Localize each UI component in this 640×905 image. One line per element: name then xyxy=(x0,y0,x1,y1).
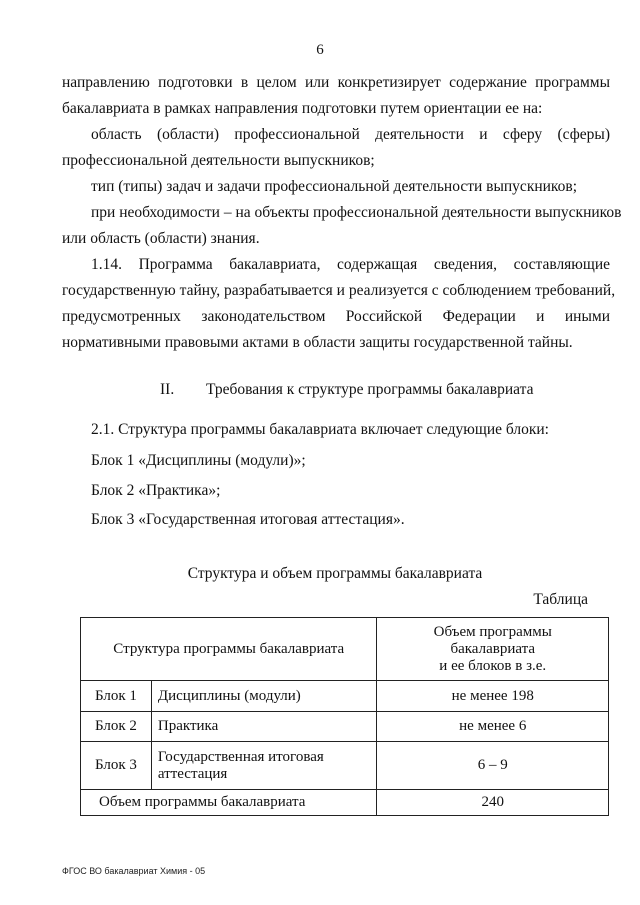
paragraph-line: при необходимости – на объекты профессиональной деятельности выпускников xyxy=(91,204,622,221)
list-item: Блок 1 «Дисциплины (модули)»; xyxy=(91,452,306,469)
total-label-cell xyxy=(81,790,377,816)
volume-cell: не менее 198 xyxy=(377,681,609,712)
paragraph-line: направлению подготовки в целом или конкретизирует содержание программы xyxy=(62,74,610,91)
block-name-cell: Дисциплины (модули) xyxy=(151,681,377,712)
header-structure-cell xyxy=(81,618,377,681)
list-item: Блок 3 «Государственная итоговая аттестация». xyxy=(91,511,405,528)
header-volume-line: бакалавриата xyxy=(450,640,536,657)
table-row xyxy=(81,742,609,790)
table-total-row xyxy=(81,790,609,816)
header-volume-line: Объем программы xyxy=(433,623,552,640)
total-value-cell: 240 xyxy=(377,790,609,816)
section-heading xyxy=(160,381,534,399)
header-volume-line: и ее блоков в з.е. xyxy=(439,657,547,674)
header-volume-cell xyxy=(377,618,609,681)
block-cell: Блок 2 xyxy=(81,712,152,742)
paragraph-line: 1.14. Программа бакалавриата, содержащая сведения, составляющие xyxy=(91,256,610,273)
paragraph-line: или область (области) знания. xyxy=(62,230,260,247)
paragraph-line: нормативными правовыми актами в области защиты государственной тайны. xyxy=(62,334,573,351)
list-intro: 2.1. Структура программы бакалавриата включает следующие блоки: xyxy=(91,421,549,438)
page-number: 6 xyxy=(316,42,324,58)
block-name-line: аттестация xyxy=(157,765,228,782)
block-name-line: Государственная итоговая xyxy=(157,748,324,765)
header-structure-text: Структура программы бакалавриата xyxy=(113,640,345,657)
table-row xyxy=(81,712,609,742)
paragraph-line: государственную тайну, разрабатывается и реализуется с соблюдением требований, xyxy=(62,282,616,299)
paragraph-line: тип (типы) задач и задачи профессиональной деятельности выпускников; xyxy=(91,178,578,195)
structure-table xyxy=(80,617,609,816)
list-item: Блок 2 «Практика»; xyxy=(91,482,221,499)
paragraph-line: профессиональной деятельности выпускников; xyxy=(62,152,375,169)
paragraph-line: предусмотренных законодательством Российской Федерации и иными xyxy=(62,308,610,325)
block-name-cell: Практика xyxy=(151,712,377,742)
volume-cell: 6 – 9 xyxy=(377,742,609,790)
paragraph-line: область (области) профессиональной деятельности и сферу (сферы) xyxy=(91,126,610,143)
block-cell: Блок 3 xyxy=(81,742,152,790)
block-cell: Блок 1 xyxy=(81,681,152,712)
table-row xyxy=(81,681,609,712)
paragraph-line: бакалавриата в рамках направления подготовки путем ориентации ее на: xyxy=(62,100,543,117)
table-caption: Структура и объем программы бакалавриата xyxy=(187,565,483,582)
table-header-row xyxy=(81,618,609,681)
section-number: II. xyxy=(160,381,175,398)
page-footer: ФГОС ВО бакалавриат Химия - 05 xyxy=(62,866,206,876)
section-title: Требования к структуре программы бакалавриата xyxy=(206,381,534,398)
table-label: Таблица xyxy=(533,591,588,608)
block-name-cell xyxy=(151,742,377,790)
total-label: Объем программы бакалавриата xyxy=(99,794,306,810)
volume-cell: не менее 6 xyxy=(377,712,609,742)
